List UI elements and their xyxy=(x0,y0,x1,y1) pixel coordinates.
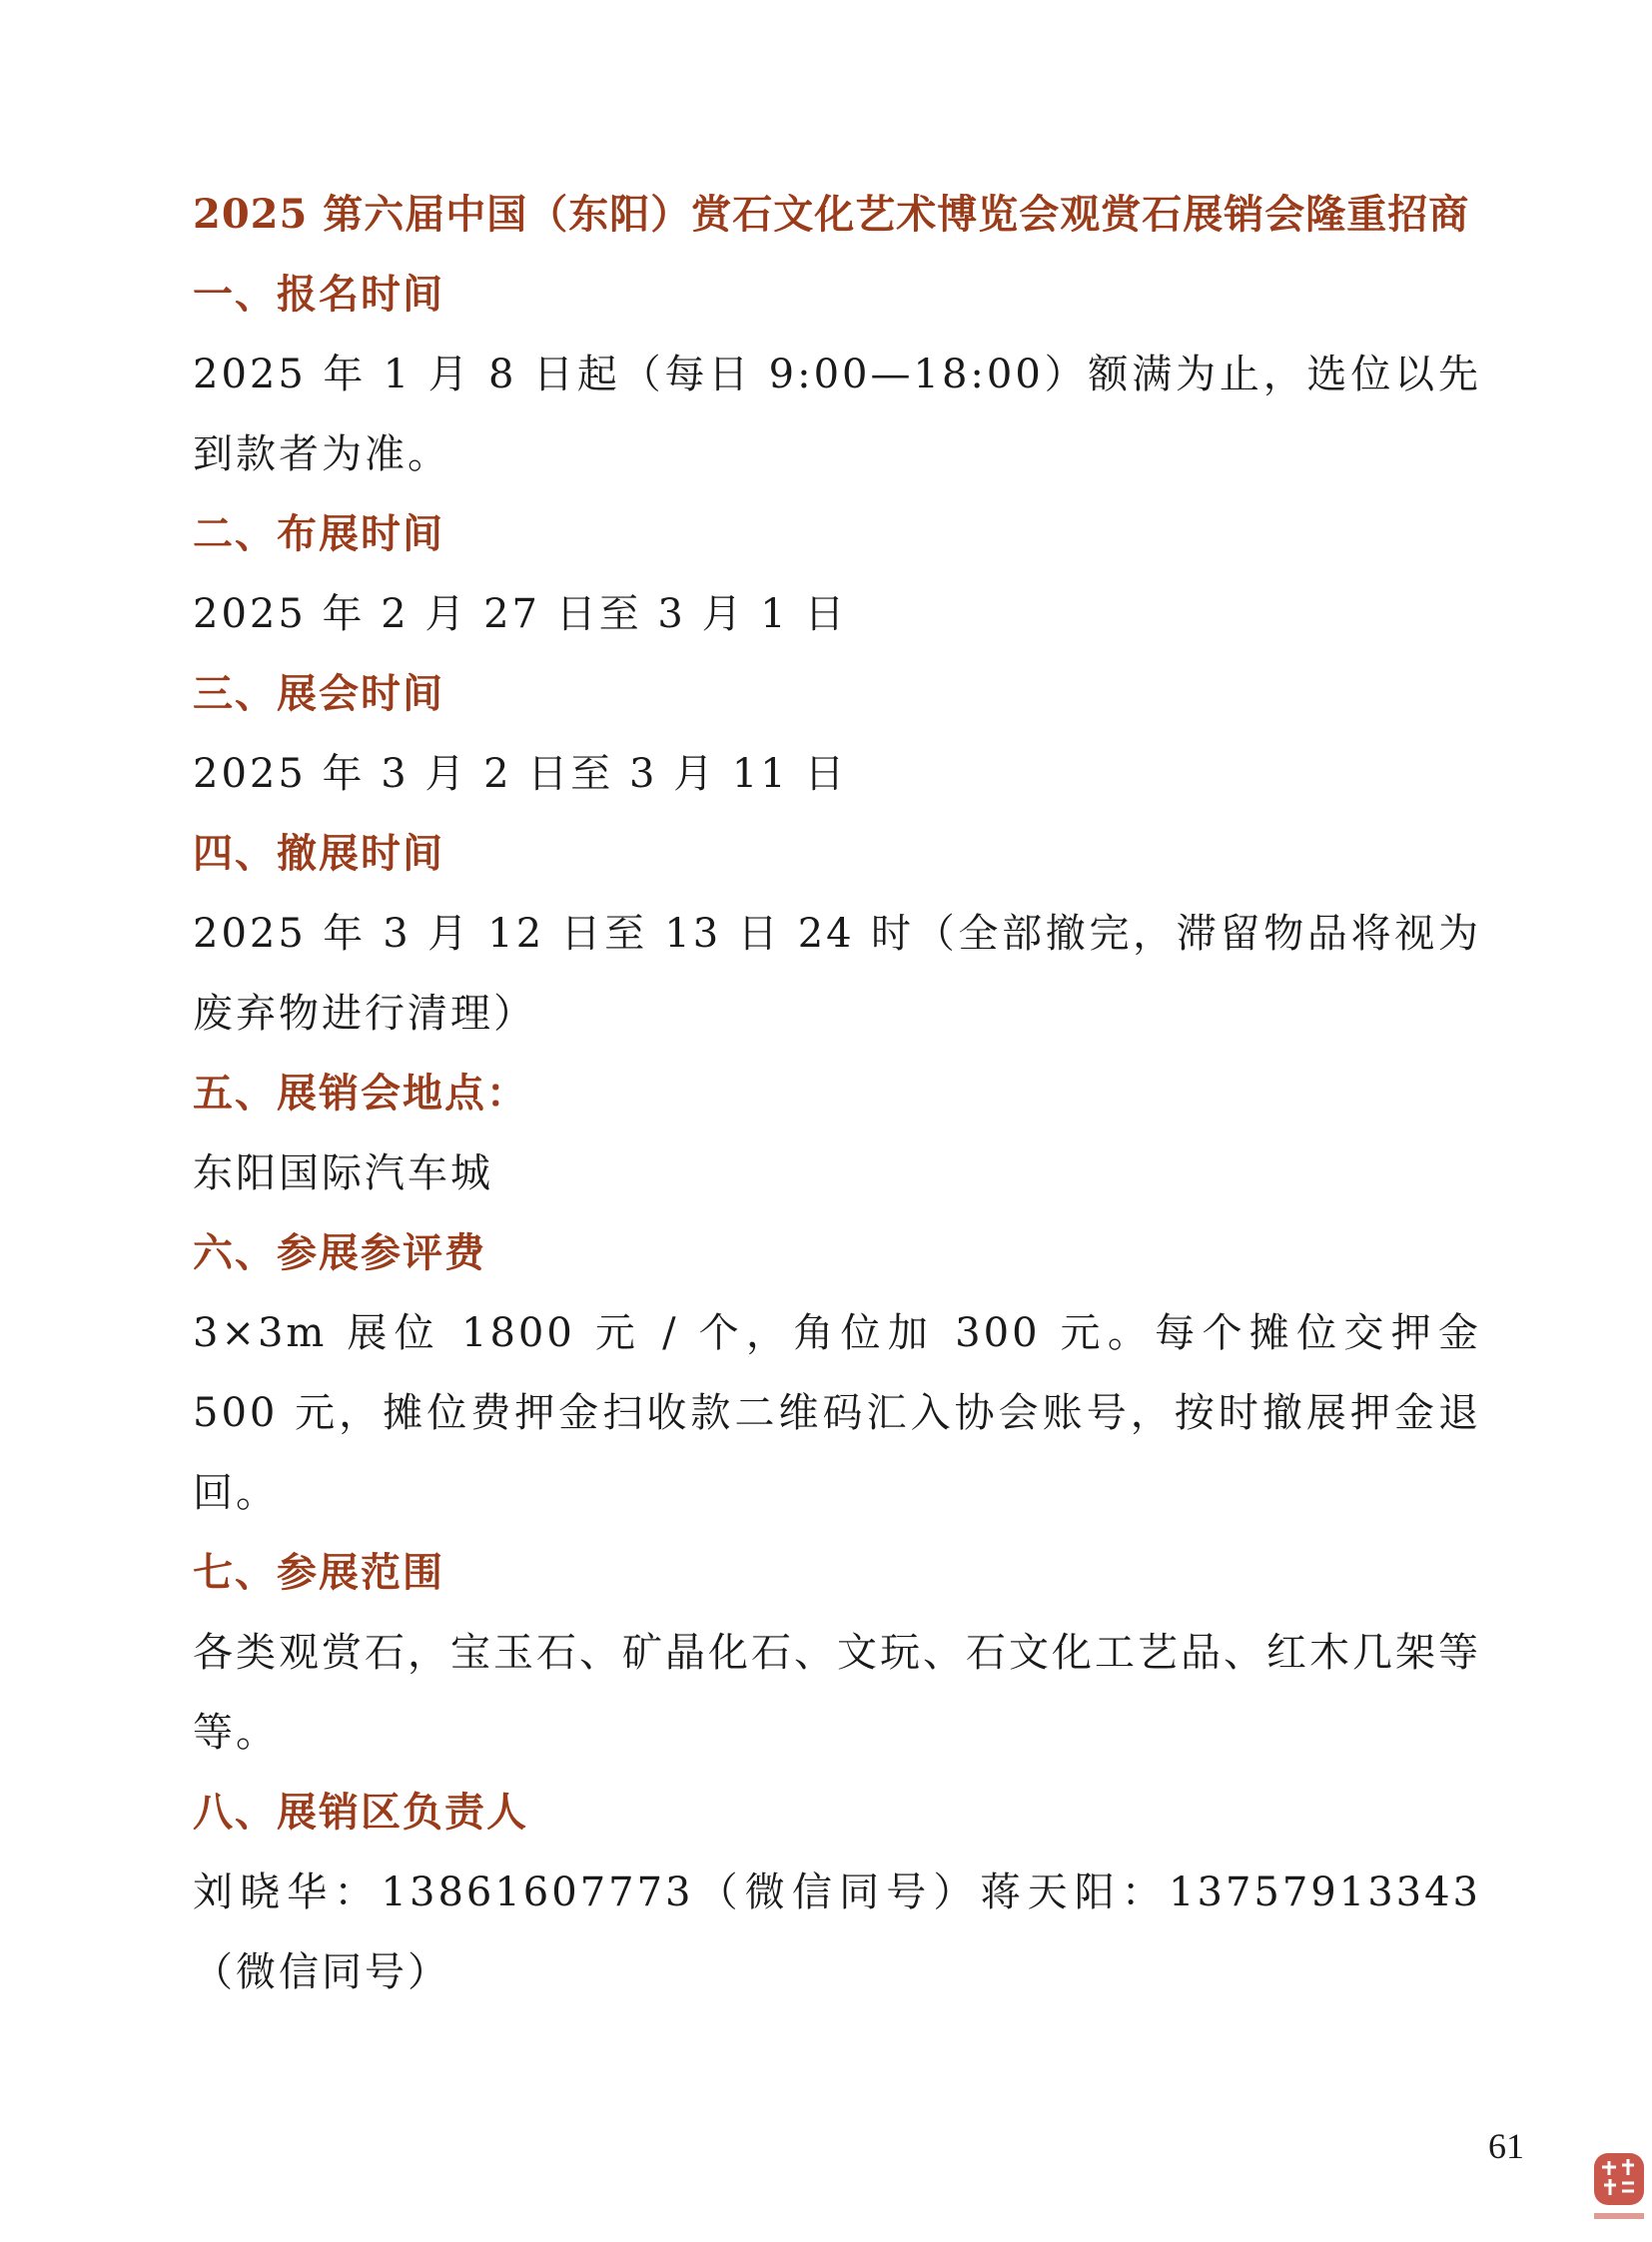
document-title: 2025 第六届中国（东阳）赏石文化艺术博览会观赏石展销会隆重招商 xyxy=(193,191,1470,238)
section-body-teardown: 2025 年 3 月 12 日至 13 日 24 时（全部撤完，滞留物品将视为废弃物进行清理） xyxy=(193,911,1481,1037)
section-body-contacts: 刘晓华：13861607773（微信同号）蒋天阳：13757913343（微信同号） xyxy=(193,1869,1481,1995)
page-number: 61 xyxy=(1488,2126,1524,2166)
section-body-registration: 2025 年 1 月 8 日起（每日 9:00—18:00）额满为止，选位以先到款者为准。 xyxy=(193,352,1481,477)
section-heading-registration: 一、报名时间 xyxy=(193,271,444,318)
section-body-fees: 3×3m 展位 1800 元 / 个，角位加 300 元。每个摊位交押金 500 元，摊位费押金扫收款二维码汇入协会账号，按时撤展押金退回。 xyxy=(193,1310,1481,1516)
section-body-scope: 各类观赏石，宝玉石、矿晶化石、文玩、石文化工艺品、红木几架等等。 xyxy=(193,1630,1481,1756)
section-heading-scope: 七、参展范围 xyxy=(193,1549,444,1596)
section-heading-teardown: 四、撤展时间 xyxy=(193,830,444,877)
watermark-seal-logo xyxy=(1590,2147,1648,2227)
section-heading-setup: 二、布展时间 xyxy=(193,510,444,557)
seal-url-line xyxy=(1594,2213,1644,2219)
page-content xyxy=(193,175,1481,2012)
section-heading-contacts: 八、展销区负责人 xyxy=(193,1789,528,1836)
section-body-setup: 2025 年 2 月 27 日至 3 月 1 日 xyxy=(193,591,848,637)
section-body-exhibition: 2025 年 3 月 2 日至 3 月 11 日 xyxy=(193,751,848,797)
section-heading-venue: 五、展销会地点： xyxy=(193,1070,528,1117)
section-heading-fees: 六、参展参评费 xyxy=(193,1229,486,1276)
section-body-venue: 东阳国际汽车城 xyxy=(193,1150,493,1196)
section-heading-exhibition: 三、展会时间 xyxy=(193,670,444,717)
seal-shape xyxy=(1594,2153,1644,2205)
